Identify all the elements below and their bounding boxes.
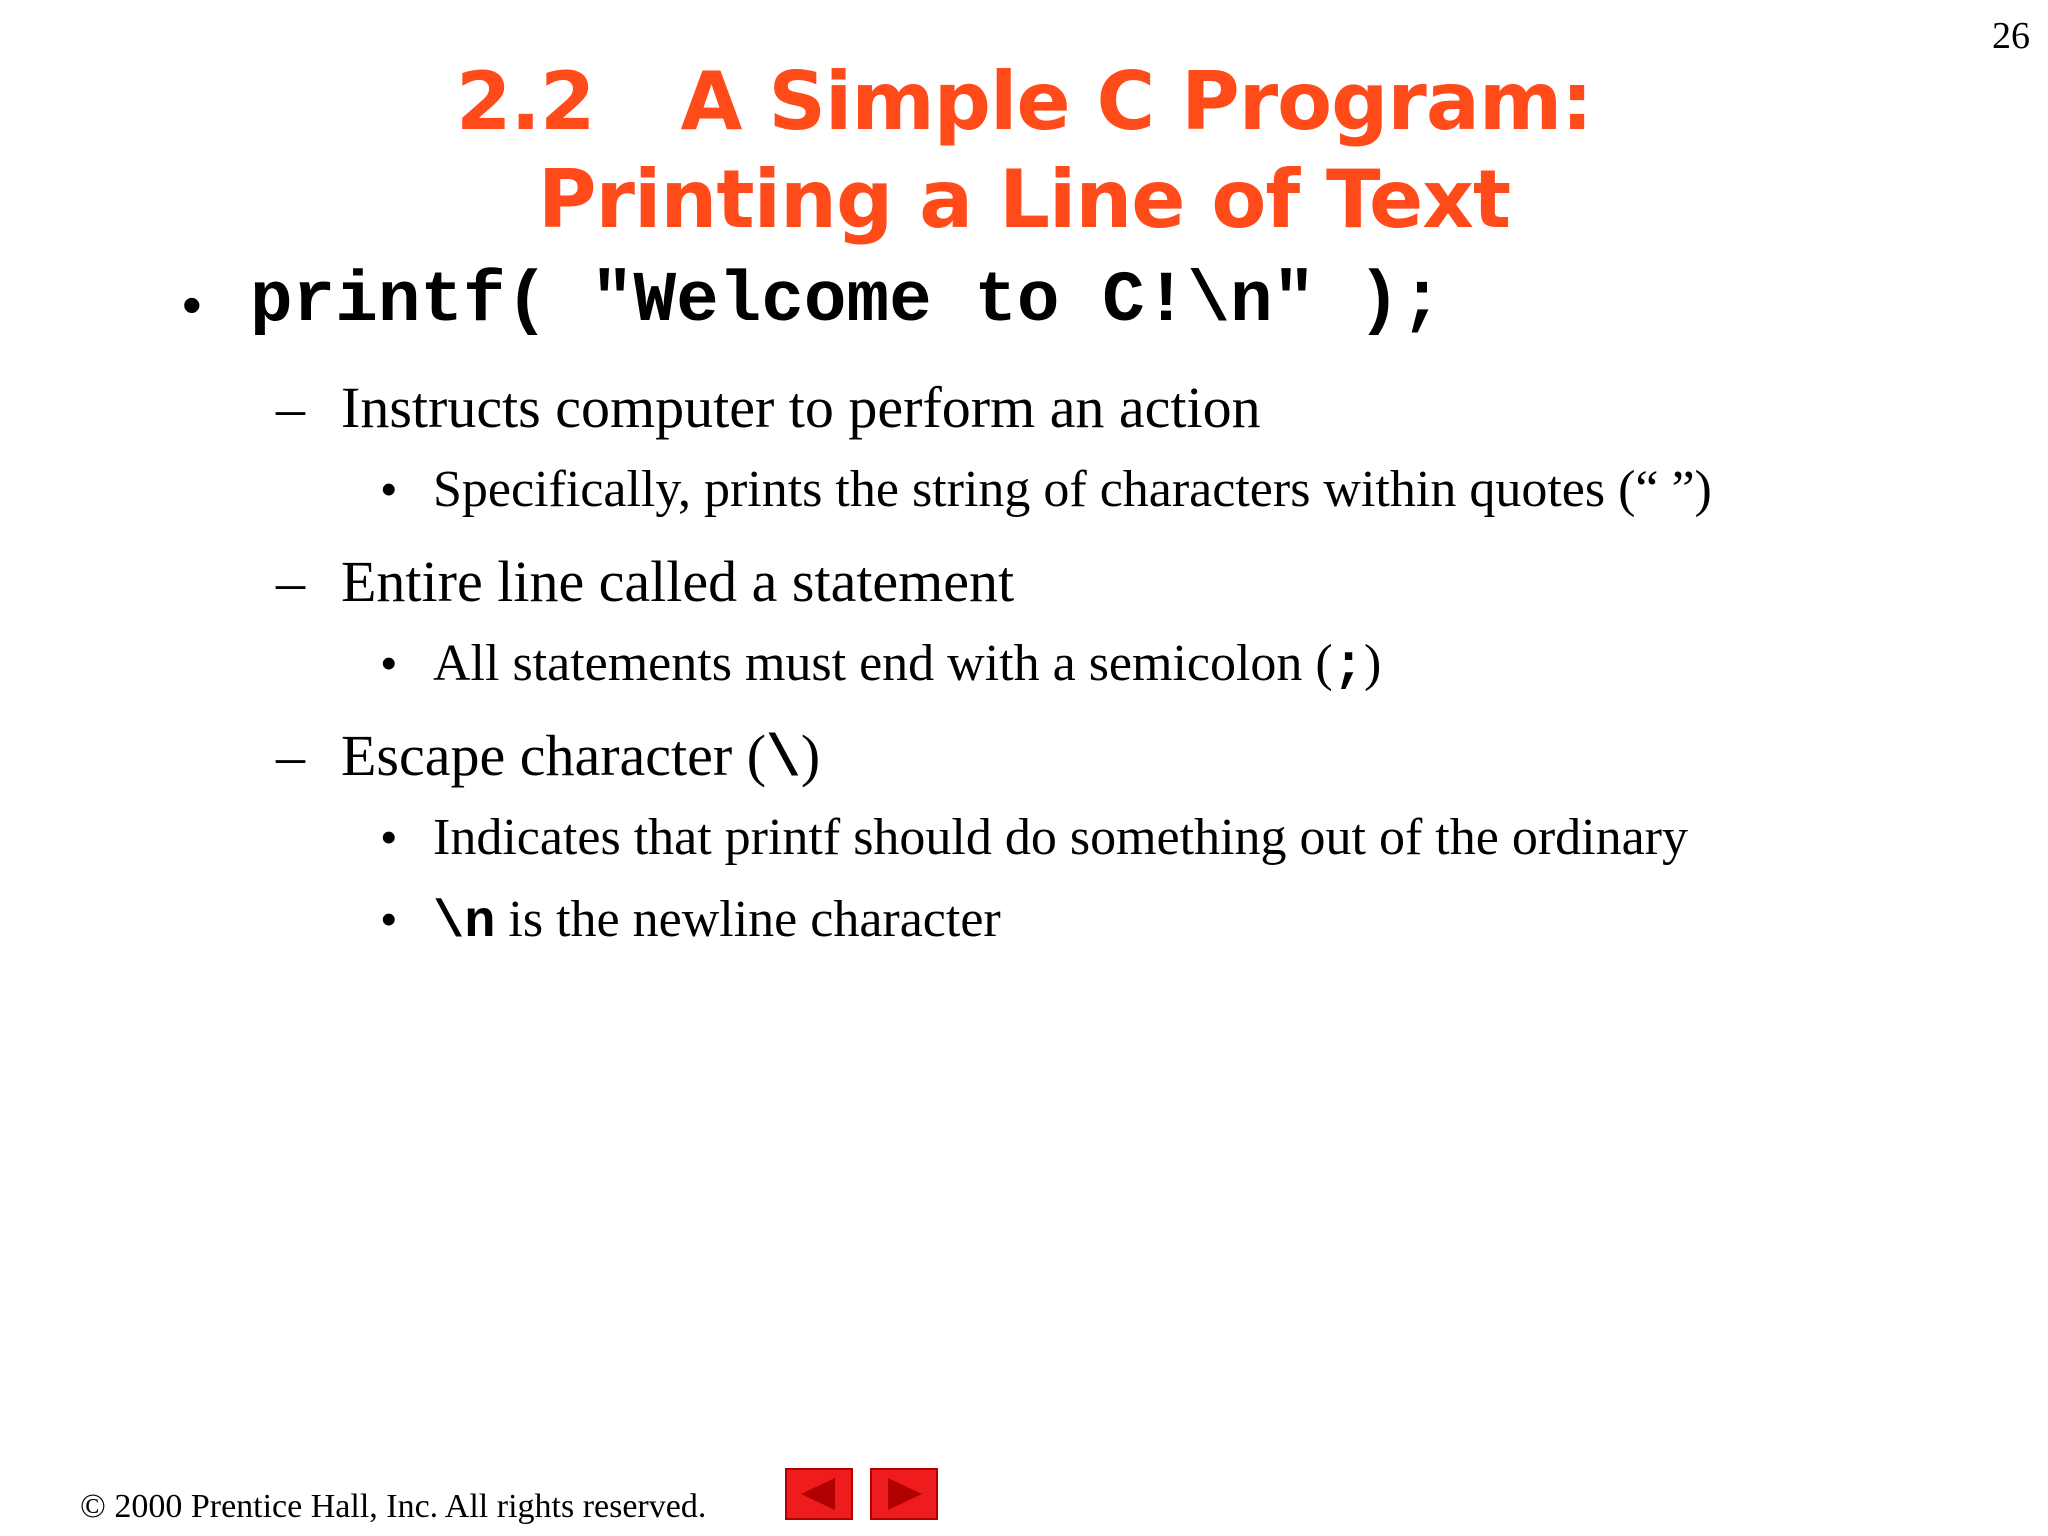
bullet-icon: • xyxy=(380,461,398,517)
bullet-icon: • xyxy=(380,635,398,691)
slide-title-line-2: Printing a Line of Text xyxy=(537,153,1511,246)
text-after: ) xyxy=(800,723,821,788)
title-text-1: A Simple C Program: xyxy=(680,55,1593,148)
sub-sub-bullet-text: Indicates that printf should do something out of the ordinary xyxy=(433,809,1688,866)
copyright-footer: © 2000 Prentice Hall, Inc. All rights reserved. xyxy=(80,1488,707,1525)
previous-slide-button[interactable] xyxy=(785,1468,853,1520)
bullet-icon: • xyxy=(182,273,202,336)
text-after: ) xyxy=(1363,635,1382,692)
dash-icon: – xyxy=(276,375,305,440)
dash-icon: – xyxy=(276,549,305,614)
inline-code-semicolon: ; xyxy=(1332,637,1364,696)
bullet-icon: • xyxy=(380,891,398,947)
next-slide-button[interactable] xyxy=(870,1468,938,1520)
slide-title-line-1 xyxy=(0,55,2048,148)
page-number: 26 xyxy=(1992,15,2030,57)
sub-sub-bullet-text xyxy=(433,634,1381,696)
section-number: 2.2 xyxy=(455,55,595,148)
next-arrow-icon xyxy=(872,1470,936,1518)
text-before: Escape character ( xyxy=(341,723,767,788)
dash-icon: – xyxy=(276,723,305,788)
sub-bullet-text: Entire line called a statement xyxy=(341,549,1015,614)
sub-bullet-text: Instructs computer to perform an action xyxy=(341,375,1261,440)
inline-code-backslash: \ xyxy=(766,728,801,793)
prev-arrow-icon xyxy=(787,1470,851,1518)
code-statement: printf( "Welcome to C!\n" ); xyxy=(250,262,1443,342)
inline-code-newline: \n xyxy=(433,893,496,952)
sub-sub-bullet-text: Specifically, prints the string of characters within quotes (“ ”) xyxy=(433,461,1712,518)
sub-sub-bullet-text xyxy=(433,890,1001,952)
sub-bullet-text xyxy=(341,722,820,793)
bullet-icon: • xyxy=(380,809,398,865)
text-before: All statements must end with a semicolon ( xyxy=(433,635,1333,692)
text-after: is the newline character xyxy=(495,891,1001,948)
